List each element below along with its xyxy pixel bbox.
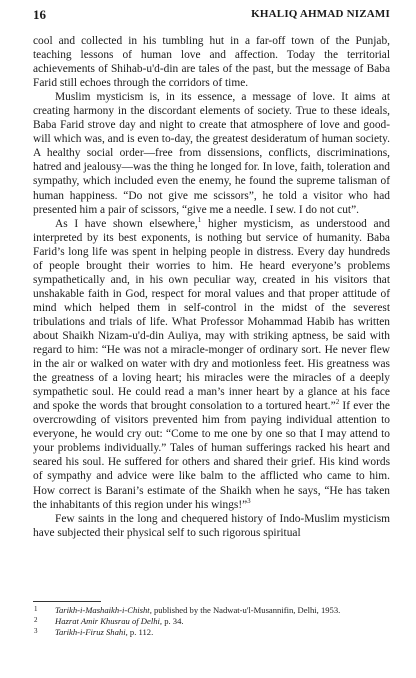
footnote: [33, 605, 390, 616]
footnote-title: Tarikh-i-Firuz Shahi,: [55, 627, 128, 638]
paragraph-2: Muslim mysticism is, in its essence, a message of love. It aims at creating harmony in the discordant elements of society. True to these ideals, Baba Farid strove day and night to create that atmosphere of love and good-will which was, and is even to-day, the greatest desideratum of human society. A healthy social order—free from dissensions, conflicts, discriminations, hatred and jealousy—was the thing he longed for. In love, faith, toleration and sympathy, which included even the enemy, he found the supreme talisman of human happiness. “Do not give me scissors”, he told a visitor who had presented him a pair of scissors, “give me a needle. I sew. I do not cut”.: [33, 91, 390, 216]
page-number: 16: [33, 7, 46, 22]
paragraph-3-part-c: If ever the overcrowding of visitors prevented him from paying individual attention to everyone, he would cry out: “Come to me one by one so that I may attend to your problems individually.” Tales of human sufferings racked his heart and seared his soul. He suffered for others and shared their grief. His kind words of sympathy and advice were like balm to the afflicted who came to him. How correct is Barani’s estimate of the Shaikh when he says, “He has taken the inhabitants of this region under his wings!”: [33, 400, 390, 511]
paragraph-3-part-a: As I have shown elsewhere,: [55, 217, 198, 230]
footnote-ref-2: 2: [335, 398, 340, 407]
footnote-number: 1: [34, 605, 38, 613]
page-header: [33, 7, 390, 23]
body-text: [33, 34, 390, 540]
paragraph-1: cool and collected in his tumbling hut in a far-off town of the Punjab, teaching lessons of human love and affection. Today the territorial achievements of Shihab-u'd-din are tales of the past, but the message of Baba Farid still echoes through the corridors of time.: [33, 35, 390, 90]
footnote: [33, 627, 390, 638]
paragraph-3-part-b: higher mysticism, as understood and interpreted by its best exponents, is nothing but service of humanity. Baba Farid’s long life was spent in helping people in distress. Every day hundreds of people brought their worries to him. He heard everyone’s problems sympathetically and, in his own peculiar way, created in his visitors that unshakable faith in God, respect for moral values and that proper attitude of mind which helped them in self-control in the midst of the severest tribulations and trials of life. What Professor Mohammad Habib has written about Shaikh Nizam-u'd-din Auliya, may with striking aptness, be said with regard to him: “He was not a miracle-monger of ordinary sort. He never flew in the air or walked on water with dry and motionless feet. His greatness was the greatness of a loving heart; his miracles were the miracles of a deeply sympathetic soul. He could read a man’s inner heart by a glance at his face and spoke the words that brought consolation to a tortured heart.”: [33, 217, 390, 413]
footnote-number: 2: [34, 616, 38, 625]
footnote-ref-3: 3: [247, 496, 251, 505]
footnote-ref-1: 1: [197, 215, 202, 224]
paragraph-3: [33, 217, 390, 512]
footnotes: [33, 605, 390, 639]
footnote-text: p. 112.: [127, 627, 154, 638]
footnote-text: published by the Nadwat-u'l-Musannifin, Delhi, 1953.: [151, 605, 341, 615]
footnote-divider: [33, 601, 101, 602]
footnote-title: Hazrat Amir Khusrau of Delhi,: [55, 616, 163, 627]
footnote: [33, 616, 390, 627]
footnote-text: p. 34.: [162, 616, 184, 627]
footnote-title: Tarikh-i-Mashaikh-i-Chisht,: [55, 605, 152, 615]
paragraph-4: Few saints in the long and chequered history of Indo-Muslim mysticism have subjected their physical self to such rigorous spiritual: [33, 512, 390, 539]
footnote-number: 3: [34, 627, 38, 636]
running-title: KHALIQ AHMAD NIZAMI: [251, 8, 390, 20]
